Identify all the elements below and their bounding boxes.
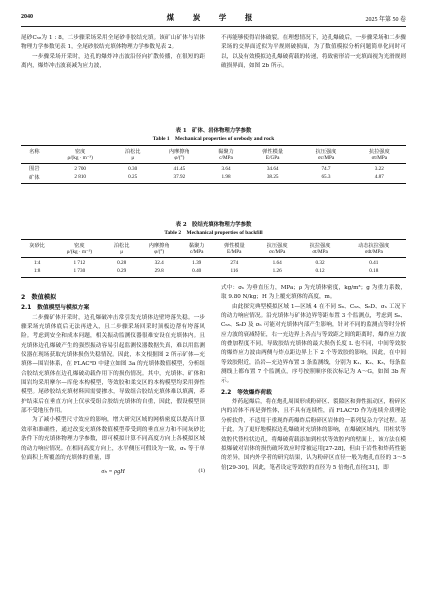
- column-header: 密度: [48, 146, 113, 156]
- table-cell: 0.40: [181, 268, 213, 278]
- table-cell: 41.45: [173, 165, 186, 172]
- table-cell: 32.4: [154, 259, 164, 266]
- paragraph: 炸药起爆后，将在炮孔周围形成粉碎区、裂隙区和弹性振动区，粉碎区内的岩体不再是弹性体，且不具有连续性，而 FLAC³D 作为连续介质理论分析软件，不适用于重现炸药爆炸后粉碎区岩体的一系列复杂力学过程。基于此，为了更好地模拟边孔爆破对充填体的影响，在爆破区域内，用柱状等效腔代替柱状边孔，将爆破荷载添加到柱状等效腔内的壁面上，该方法在模拟爆破对岩体的损伤破坏效应时常被运用[27-28]，但由于岩性和炸药性能的差异，国内外学者的研究结果，认为粉碎区直径一般为炮孔直径的 3～5 倍[29-30]，因此，笔者设定等效腔的直径为 5 倍炮孔直径[31]，即: [221, 399, 406, 471]
- table-cell: 2 700: [74, 165, 87, 172]
- subsection-heading: 2.1 数值模型与模拟方案: [21, 305, 90, 312]
- column-header: 灰砂比: [21, 240, 53, 250]
- table-cell: 0.29: [106, 268, 138, 278]
- table-cell: 0.18: [342, 268, 406, 278]
- column-header: 抗压强度: [256, 240, 299, 250]
- table-cell: 0.41: [369, 259, 379, 266]
- table-cell: 1.26: [256, 268, 299, 278]
- table-cell: 1.64: [272, 259, 282, 266]
- right-column: [221, 284, 406, 473]
- table-cell: 0.32: [315, 259, 325, 266]
- section-heading: 2 数值模拟: [21, 294, 57, 301]
- paragraph: 式中：σₕ 为垂直压力，MPa；ρ 为充填体密度，kg/m³；g 为重力系数，取 9.80 N/kg；H 为上覆充填体的高度，m。: [221, 285, 406, 301]
- column-header: 内摩擦角: [138, 240, 181, 250]
- column-unit: c/MPa: [206, 155, 246, 164]
- table-cell: 0.25: [113, 174, 153, 184]
- running-header: [21, 12, 406, 24]
- column-unit: c/MPa: [181, 249, 213, 258]
- table2-caption-cn: 表 2 胶结充填体物理力学参数: [175, 222, 252, 228]
- table-cell: 34.64: [266, 165, 279, 172]
- table-cell: 1∶8: [21, 268, 53, 278]
- table-cell: 116: [213, 268, 256, 278]
- table-cell: 65.3: [299, 174, 352, 184]
- table-cell: 1.39: [192, 259, 202, 266]
- column-unit: σt/MPa: [299, 249, 342, 258]
- column-unit: σt/MPa: [353, 155, 406, 164]
- table-row: [21, 164, 406, 174]
- column-header: 抗拉强度: [299, 240, 342, 250]
- table1: [21, 145, 406, 184]
- table-cell: 1.98: [206, 174, 246, 184]
- table-cell: 矿体: [21, 174, 48, 184]
- column-header: 抗拉强度: [353, 146, 406, 156]
- column-header: 密度: [53, 240, 105, 250]
- table-cell: 3.22: [374, 165, 384, 172]
- equation-1: [21, 467, 205, 479]
- column-unit: μ: [106, 249, 138, 258]
- table1-unit-row: [21, 155, 406, 164]
- column-unit: E/GPa: [246, 155, 299, 164]
- table2-unit-row: [21, 249, 406, 258]
- issue-info: 2025 年第 50 卷: [365, 17, 406, 23]
- column-header: 内摩擦角: [153, 146, 206, 156]
- table2-caption-en: Table 2 Mechanical properties of backfill: [164, 230, 263, 236]
- table-cell: 1∶4: [33, 259, 41, 266]
- column-unit: σc/MPa: [256, 249, 299, 258]
- column-unit: μ: [113, 155, 153, 164]
- table-cell: 3.64: [221, 165, 231, 172]
- table-cell: 0.28: [117, 259, 127, 266]
- table-cell: 29.8: [138, 268, 181, 278]
- table1-caption-en: Table 1 Mechanical properties of orebody and rock: [152, 136, 275, 142]
- paragraph: 二步骤矿体开采时，边孔爆破冲击常引发充填体边壁垮落失稳。一步骤采场充填体底后无法再进入，且二步骤采场回采时顶板边帮有垮落风险。考虑到安全和成本问题，相关振动监测仪器很难安设在充填体内。且充填体边孔爆破产生的强烈振动容易引起监测仪器数据失真，难以用监测仪器在现场获取充填体损伤失稳情况。因此，本文根据图 2 所示矿体—充填体—围岩体系，在 FLAC³D 中建立如图 3a 的充填体数值模型，分析组合胶结充填体在边孔爆破动载作用下的损伤情况。其中，充填体、矿体和围岩均采用摩尔—库伦本构模型，等效胶和柔交区的本构模型均采用弹性模型。尾砂胶结充填材料因需要掺水，导致组合胶结充填体难以填满，养护结束后在垂直方向上仅承受组合胶结充填体的自重，因此，假设模型顶部不受地压作用。: [21, 314, 205, 415]
- column-header: 弹性模量: [213, 240, 256, 250]
- left-column: [21, 293, 205, 479]
- paragraph: 由此探究典型模拟区域 1—区域 4 在不同 S₆、C₅₈、S₆D、σₕ 工况下的动力响应情况。沿充填体与矿体边界等距布置 3 个监测点，考虑到 S₆、C₅₈、S₆D 及 σₕ 可能对充填体内部产生影响，针对不同的监测点等时分析应力波的衰减特征，右一充边界上各点与等效距之间的距离时，爆炸应力波的叠加程度不同，导致胶结充填体的最大损伤长度 L 也不同，中间等效胶的爆炸应力波由两侧与炸点距边界上下 2 个等效胶的影响，因此，在中间等效胶附近，沿岩—充边界布置 3 条监测线，分别为 K₁、K₂、K₃，每条监测线上都布置 7 个监测点，序号按照顺序依次标记为 A～G，如图 3b 所示。: [221, 303, 406, 385]
- column-header: 黏聚力: [206, 146, 246, 156]
- column-unit: [21, 249, 53, 258]
- paragraph: 尾砂C₅₈为 1 : 8，二步骤采场采用全尾砂非胶结充填。该矿山矿体与岩体物理力学参数见表 1，全尾砂胶结充填体物理力学参数见表 2。: [21, 35, 205, 51]
- column-unit: [21, 155, 48, 164]
- table-cell: 围岩: [29, 166, 40, 173]
- table-cell: 0.12: [299, 268, 342, 278]
- table2-caption: [21, 221, 406, 237]
- table1-header-row: [21, 146, 406, 156]
- table-row: [21, 174, 406, 184]
- table2-body: [21, 258, 406, 278]
- column-unit: σdt/MPa: [342, 249, 406, 258]
- table1-caption: [21, 127, 406, 143]
- header-rule: [21, 26, 406, 27]
- top-left-text: [21, 34, 205, 71]
- table-cell: 38.25: [246, 174, 299, 184]
- table-cell: 74.7: [321, 165, 331, 172]
- subsection-heading: 2.2 等效爆炸荷载: [221, 389, 272, 396]
- equation-number: (1): [198, 468, 205, 475]
- column-header: 泊松比: [106, 240, 138, 250]
- table-cell: 0.30: [128, 165, 138, 172]
- table-cell: 274: [230, 259, 239, 266]
- paragraph: 不再能够使得岩体破裂。在理想情况下，边孔爆破后，一步骤采场和二步骤采场的交界面近似为平规则破损面，为了数值模拟分析问题简单化同时可以，以及有效模拟边孔爆破荷载的传递，将致密形岩一充填面视为光滑规则破损界面，如图 2b 所示。: [221, 35, 406, 70]
- table2: [21, 239, 406, 278]
- column-header: 抗压强度: [299, 146, 352, 156]
- table1-caption-cn: 表 1 矿体、岩体物理力学参数: [175, 128, 252, 134]
- column-header: 黏聚力: [181, 240, 213, 250]
- column-unit: σc/MPa: [299, 155, 352, 164]
- column-unit: ρ/(kg · m⁻³): [48, 155, 113, 164]
- equation-body: σₕ = ρgH: [101, 468, 125, 476]
- page-number: 2040: [21, 14, 33, 20]
- column-unit: φ/(°): [153, 155, 206, 164]
- paragraph: 一步骤采场开采时，边孔的爆炸冲击波沿径向扩散传播，在很短的距离内，爆炸冲击波衰减为应力波，: [21, 53, 205, 70]
- table-row: [21, 268, 406, 278]
- column-header: 名称: [21, 146, 48, 156]
- top-right-text: [221, 34, 406, 71]
- table-cell: 37.92: [153, 174, 206, 184]
- table2-header-row: [21, 240, 406, 250]
- column-unit: φ/(°): [138, 249, 181, 258]
- column-header: 弹性模量: [246, 146, 299, 156]
- table-row: [21, 258, 406, 268]
- table-cell: 1 712: [73, 259, 86, 266]
- journal-title: 煤 炭 学 报: [166, 13, 261, 22]
- table-cell: 4.87: [353, 174, 406, 184]
- column-unit: E/MPa: [213, 249, 256, 258]
- table-cell: 2 810: [48, 174, 113, 184]
- table1-body: [21, 164, 406, 184]
- paragraph: 为了减小模型尺寸效应的影响，增大研究区域的网格密度以提高计算效率和准确性，通过改变充填体数值模型带受到的垂直应力和不同灰砂比条件下的充填体物理力学参数，即可模拟计算不同高度方向上各模拟区域的动力响应情况。在相同高度方向上，水平侧压可假设为一致，σₕ 等于单位面积上所覆盖的充填体的重量，即: [21, 417, 205, 461]
- column-header: 泊松比: [113, 146, 153, 156]
- column-unit: ρ/(kg · m⁻³): [53, 249, 105, 258]
- column-header: 动态抗拉强度: [342, 240, 406, 250]
- table-cell: 1 730: [53, 268, 105, 278]
